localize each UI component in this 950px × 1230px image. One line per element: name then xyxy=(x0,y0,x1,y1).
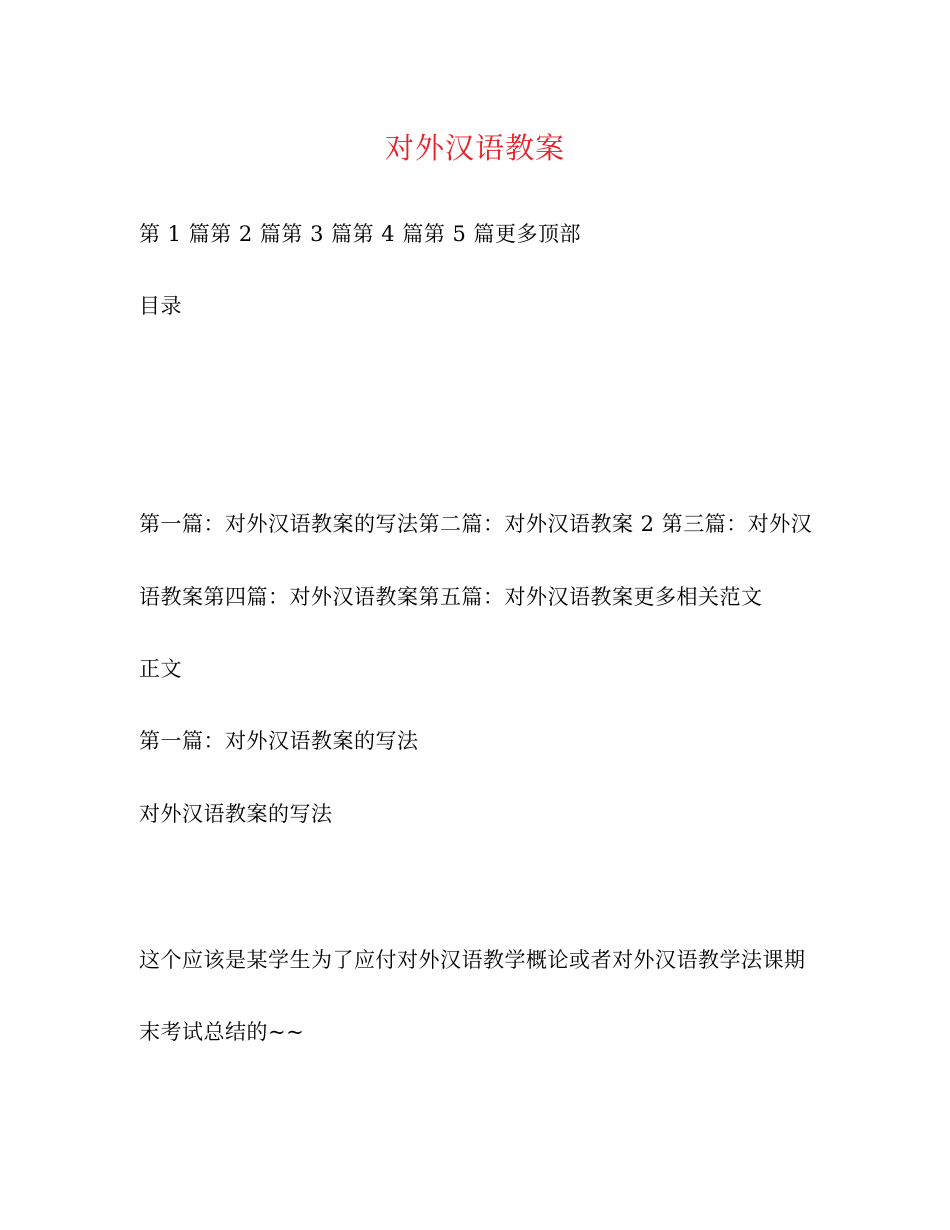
document-title: 对外汉语教案 xyxy=(384,131,565,165)
toc-line-2[interactable]: 语教案第四篇：对外汉语教案第五篇：对外汉语教案更多相关范文 xyxy=(139,585,763,609)
toc-line-1[interactable]: 第一篇：对外汉语教案的写法第二篇：对外汉语教案 2 第三篇：对外汉 xyxy=(139,512,813,536)
body-heading: 正文 xyxy=(139,657,182,681)
article-nav-links[interactable]: 第 1 篇第 2 篇第 3 篇第 4 篇第 5 篇更多顶部 xyxy=(139,222,582,246)
section-heading: 第一篇：对外汉语教案的写法 xyxy=(139,729,419,753)
paragraph-line-2: 末考试总结的~~ xyxy=(139,1020,305,1044)
toc-heading: 目录 xyxy=(139,294,182,318)
section-subtitle: 对外汉语教案的写法 xyxy=(139,802,333,826)
paragraph-line-1: 这个应该是某学生为了应付对外汉语教学概论或者对外汉语教学法课期 xyxy=(139,948,806,972)
